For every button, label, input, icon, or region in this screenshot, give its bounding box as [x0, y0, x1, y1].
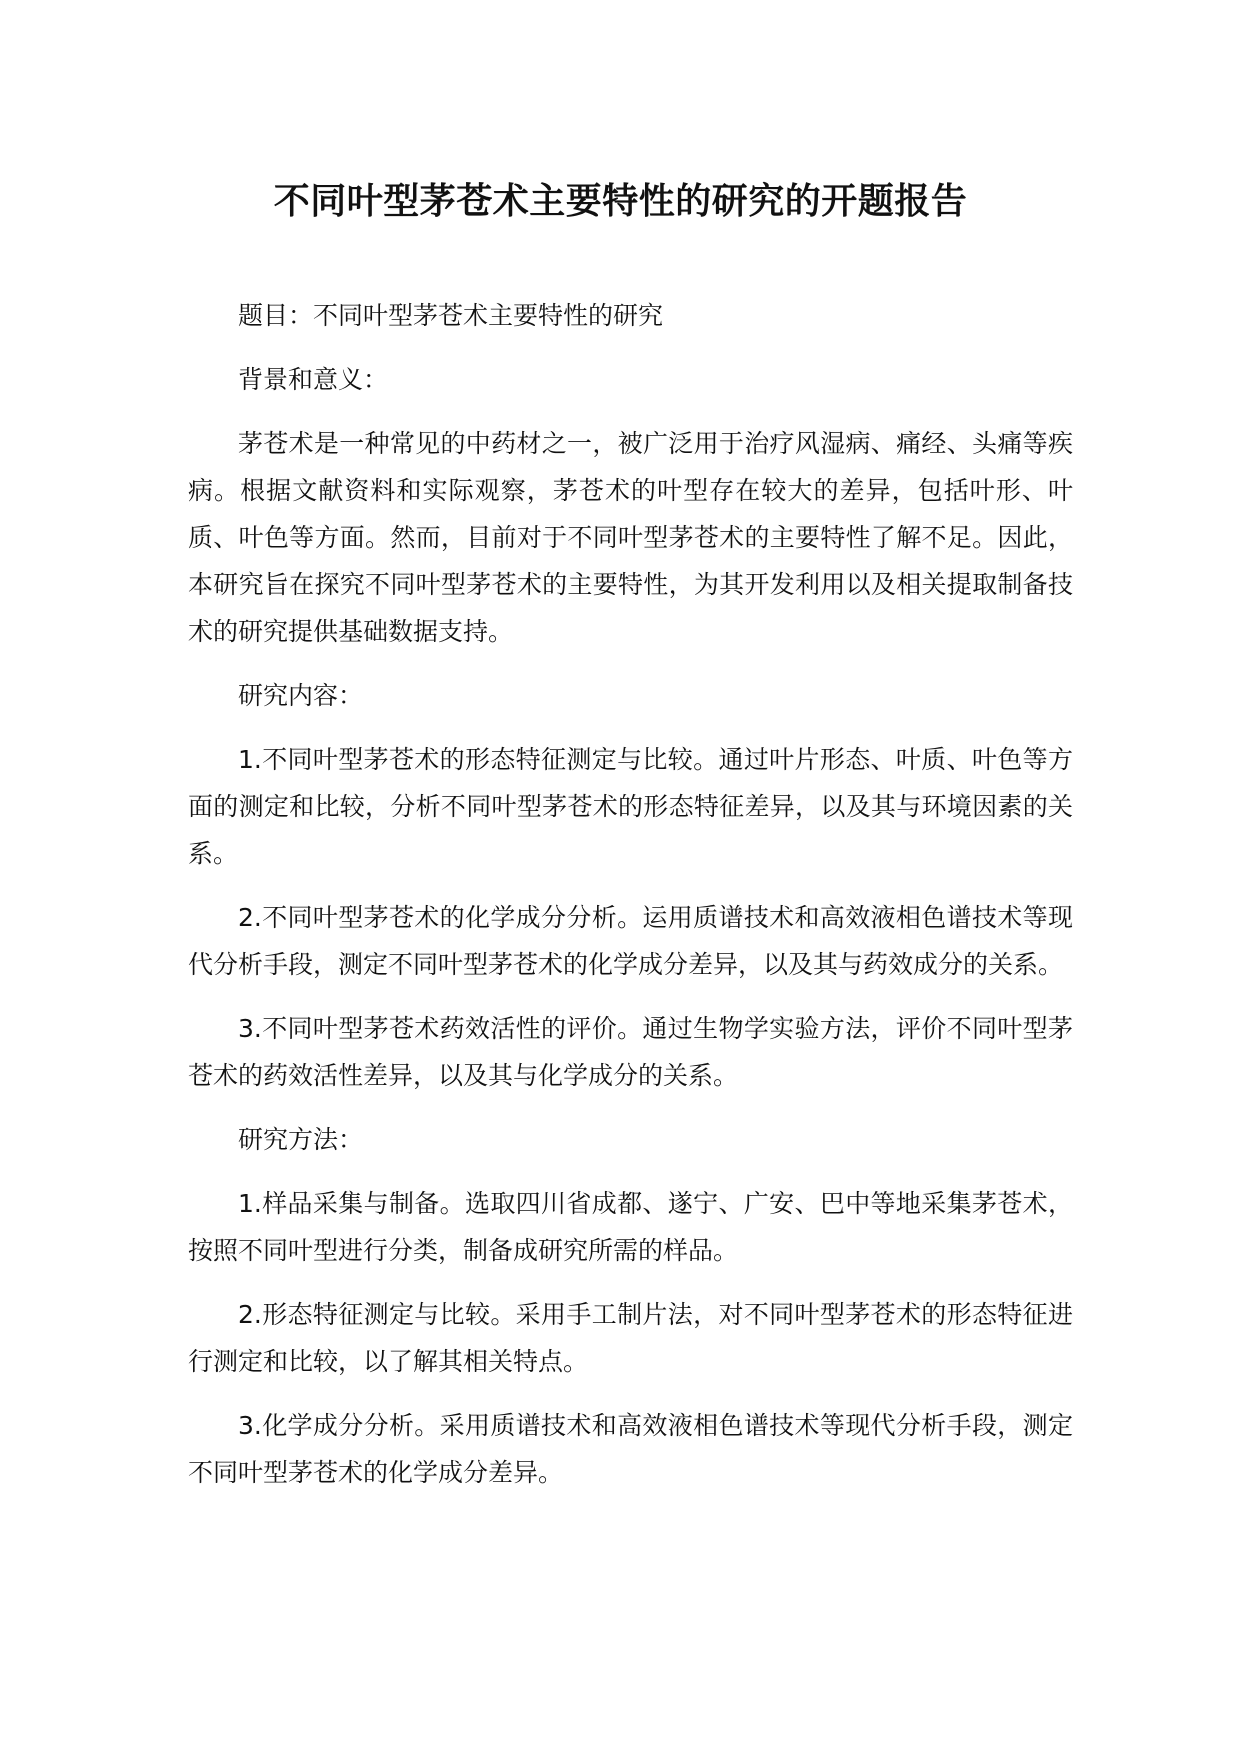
section-heading-content: 研究内容：: [238, 681, 364, 710]
method-item-1: 1.样品采集与制备。选取四川省成都、遂宁、广安、巴中等地采集茅苍术，按照不同叶型进行分类，制备成研究所需的样品。: [188, 1189, 1073, 1265]
content-item-3: 3.不同叶型茅苍术药效活性的评价。通过生物学实验方法，评价不同叶型茅苍术的药效活性差异，以及其与化学成分的关系。: [188, 1014, 1073, 1090]
document-title: 不同叶型茅苍术主要特性的研究的开题报告: [273, 181, 968, 222]
content-item-2: 2.不同叶型茅苍术的化学成分分析。运用质谱技术和高效液相色谱技术等现代分析手段，测定不同叶型茅苍术的化学成分差异，以及其与药效成分的关系。: [188, 903, 1073, 979]
method-item-2: 2.形态特征测定与比较。采用手工制片法，对不同叶型茅苍术的形态特征进行测定和比较，以了解其相关特点。: [188, 1300, 1073, 1376]
background-paragraph: 茅苍术是一种常见的中药材之一，被广泛用于治疗风湿病、痛经、头痛等疾病。根据文献资料和实际观察，茅苍术的叶型存在较大的差异，包括叶形、叶质、叶色等方面。然而，目前对于不同叶型茅苍术的主要特性了解不足。因此，本研究旨在探究不同叶型茅苍术的主要特性，为其开发利用以及相关提取制备技术的研究提供基础数据支持。: [188, 429, 1073, 646]
topic-line: 题目：不同叶型茅苍术主要特性的研究: [238, 301, 664, 330]
section-heading-method: 研究方法：: [238, 1125, 364, 1154]
document-body: [188, 292, 1073, 1513]
content-item-1: 1.不同叶型茅苍术的形态特征测定与比较。通过叶片形态、叶质、叶色等方面的测定和比较，分析不同叶型茅苍术的形态特征差异，以及其与环境因素的关系。: [188, 745, 1073, 868]
section-heading-background: 背景和意义：: [238, 365, 389, 394]
method-item-3: 3.化学成分分析。采用质谱技术和高效液相色谱技术等现代分析手段，测定不同叶型茅苍术的化学成分差异。: [188, 1411, 1073, 1487]
